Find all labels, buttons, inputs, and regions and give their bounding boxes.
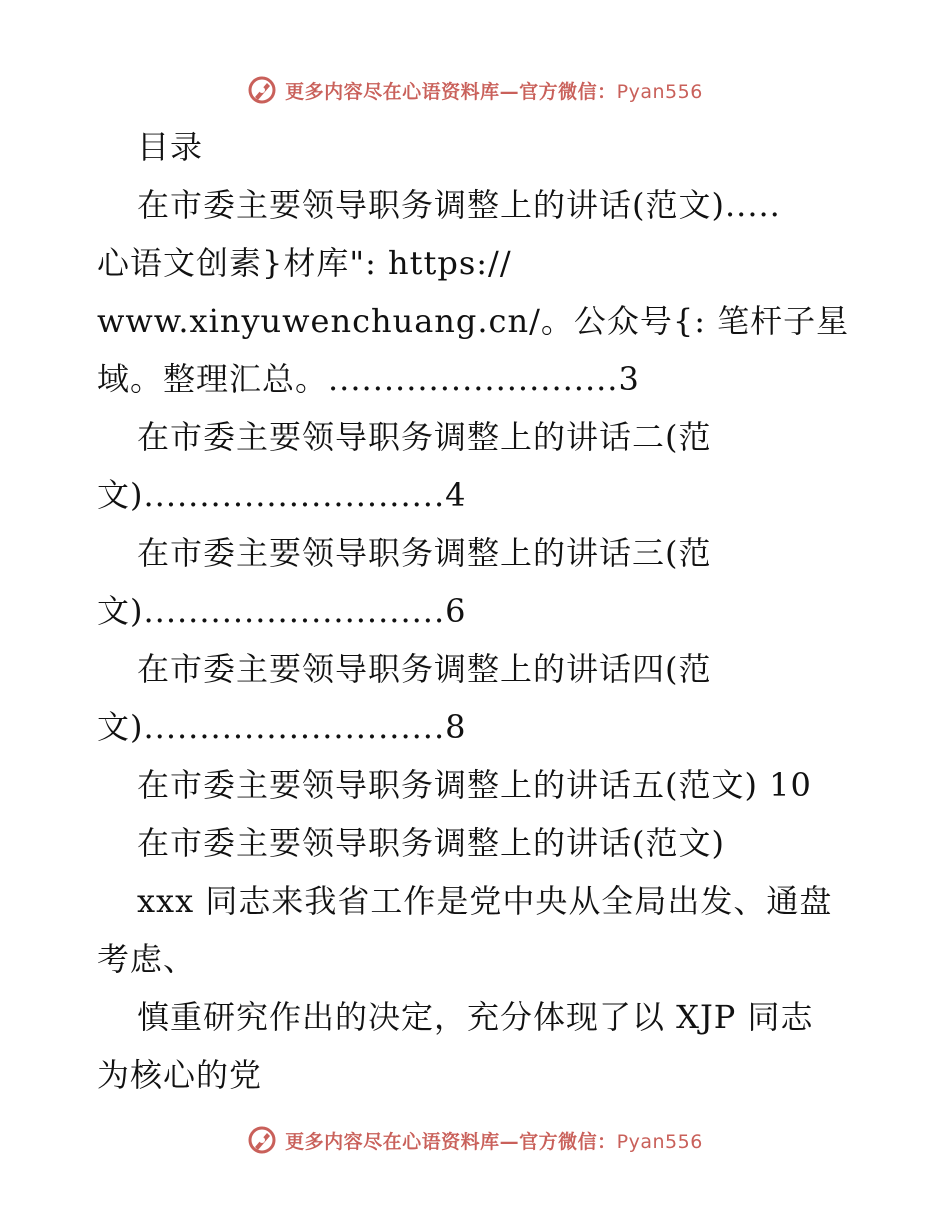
pen-logo-icon (247, 75, 277, 105)
toc-entry-1-line-1: 在市委主要领导职务调整上的讲话(范文)..... (137, 186, 781, 224)
toc-entry-4-line-1: 在市委主要领导职务调整上的讲话四(范 (137, 650, 712, 688)
toc-entry-2-line-1: 在市委主要领导职务调整上的讲话二(范 (137, 418, 712, 456)
toc-entry-3-line-1: 在市委主要领导职务调整上的讲话三(范 (137, 534, 712, 572)
toc-entry-2-line-2: 文)...........................4 (97, 476, 467, 514)
paragraph-1-line-2: 考虑、 (97, 940, 197, 978)
toc-entry-4-line-2: 文)...........................8 (97, 708, 467, 746)
toc-entry-1-line-3: www.xinyuwenchuang.cn/。公众号{: 笔杆子星 (97, 302, 850, 340)
toc-heading: 目录 (137, 128, 204, 166)
toc-entry-5: 在市委主要领导职务调整上的讲话五(范文) 10 (137, 766, 812, 804)
toc-entry-1-line-2: 心语文创素}材库": https:// (97, 244, 512, 282)
banner-text: 更多内容尽在心语资料库—官方微信：Pyan556 (285, 80, 703, 103)
header-banner (0, 70, 950, 110)
document-body (97, 118, 857, 1104)
footer-banner (0, 1120, 950, 1160)
paragraph-2-line-2: 为核心的党 (97, 1056, 263, 1094)
toc-entry-1-line-4: 域。整理汇总。..........................3 (97, 360, 640, 398)
banner-text: 更多内容尽在心语资料库—官方微信：Pyan556 (285, 1130, 703, 1153)
pen-logo-icon (247, 1125, 277, 1155)
paragraph-2-line-1: 慎重研究作出的决定，充分体现了以 XJP 同志 (137, 998, 814, 1036)
toc-entry-3-line-2: 文)...........................6 (97, 592, 467, 630)
section-title: 在市委主要领导职务调整上的讲话(范文) (137, 824, 725, 862)
paragraph-1-line-1: xxx 同志来我省工作是党中央从全局出发、通盘 (137, 882, 833, 920)
